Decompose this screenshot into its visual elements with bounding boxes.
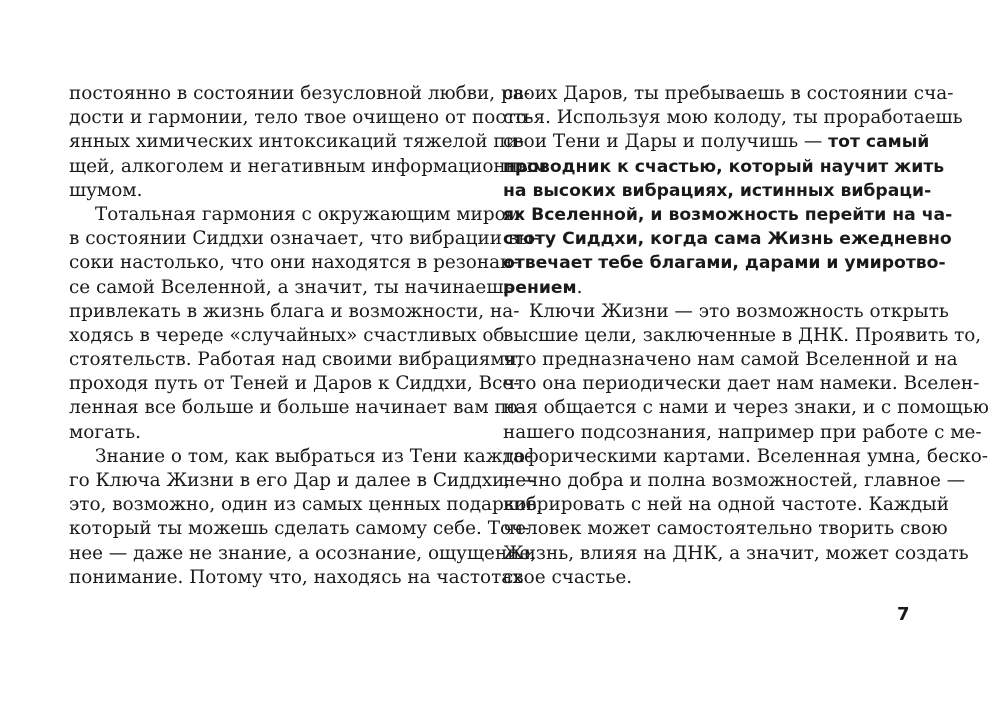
text-line: это, возможно, один из самых ценных подарков, [69, 494, 543, 516]
text-line [503, 372, 980, 396]
text-segment: ная общается с нами и через знаки, и с помощью [503, 397, 989, 419]
text-line: постоянно в состоянии безусловной любви, ра- [69, 83, 530, 104]
text-line: в состоянии Сиддхи означает, что вибрации вы- [69, 228, 540, 250]
text-line: Знание о том, как выбраться из Тени каждо- [95, 445, 532, 467]
text-line [503, 445, 989, 469]
text-segment: Жизнь, влияя на ДНК, а значит, может создать [503, 542, 969, 564]
bold-text-segment: проводник к счастью, который научит жить [503, 156, 945, 177]
text-line [503, 469, 966, 493]
bold-text-segment: отвечает тебе благами, дарами и умиротво- [503, 253, 946, 274]
text-line [503, 130, 930, 154]
text-line: нее — даже не знание, а осознание, ощущение, [69, 542, 537, 564]
bold-text-segment: рением [503, 277, 577, 298]
text-line: проходя путь от Теней и Даров к Сиддхи, Все- [69, 373, 520, 395]
text-segment: высшие цели, заключенные в ДНК. Проявить то, [503, 324, 982, 346]
bold-text-segment: ях Вселенной, и возможность перейти на ча- [503, 204, 953, 225]
text-segment: стья. Используя мою колоду, ты проработаешь [503, 107, 963, 129]
text-line: соки настолько, что они находятся в резонан- [69, 252, 519, 274]
text-line: щей, алкоголем и негативным информационным [69, 155, 547, 177]
text-line: могать. [69, 421, 142, 443]
right-column [503, 82, 989, 590]
page-number: 7 [897, 604, 910, 625]
bold-text-segment: стоту Сиддхи, когда сама Жизнь ежедневно [503, 229, 952, 250]
text-segment: нашего подсознания, например при работе с ме- [503, 421, 982, 443]
text-line [503, 517, 948, 541]
text-line [503, 82, 954, 106]
text-line [503, 227, 952, 251]
text-line: го Ключа Жизни в его Дар и далее в Сиддхи, — [69, 470, 535, 491]
text-line: привлекать в жизнь блага и возможности, на- [69, 300, 520, 322]
text-line: понимание. Потому что, находясь на частотах [69, 566, 523, 588]
text-segment: нечно добра и полна возможностей, главное — [503, 470, 966, 491]
text-line [503, 324, 982, 348]
text-segment: вибрировать с ней на одной частоте. Каждый [503, 494, 949, 516]
text-line: янных химических интоксикаций тяжелой пи- [69, 131, 525, 153]
text-line: се самой Вселенной, а значит, ты начинаешь [69, 276, 514, 298]
text-segment: свое счастье. [503, 566, 633, 588]
text-line [503, 251, 946, 275]
text-line [503, 542, 969, 566]
text-segment: что предназначено нам самой Вселенной и на [503, 349, 958, 371]
text-line: который ты можешь сделать самому себе. Точ- [69, 518, 530, 540]
text-segment: Ключи Жизни — это возможность открыть [529, 300, 949, 322]
text-line: стоятельств. Работая над своими вибрациями, [69, 349, 523, 371]
text-line [503, 348, 958, 372]
text-line [503, 106, 963, 130]
text-line [503, 179, 932, 203]
text-segment: свои Тени и Дары и получишь — [503, 131, 829, 153]
text-line [503, 300, 949, 324]
text-line [503, 396, 989, 420]
bold-text-segment: тот самый [828, 132, 930, 153]
text-segment: тафорическими картами. Вселенная умна, беско- [503, 445, 989, 467]
text-segment: человек может самостоятельно творить свою [503, 518, 948, 540]
text-line [503, 155, 945, 179]
text-line: дости и гармонии, тело твое очищено от посто- [69, 107, 534, 129]
text-line [503, 203, 953, 227]
text-segment: что она периодически дает нам намеки. Вселен- [503, 373, 980, 395]
text-line [503, 421, 982, 445]
text-line: шумом. [69, 179, 143, 201]
text-line [503, 493, 949, 517]
text-line: ленная все больше и больше начинает вам по- [69, 397, 525, 419]
text-line [503, 566, 920, 590]
bold-text-segment: на высоких вибрациях, истинных вибраци- [503, 180, 932, 201]
text-line [503, 276, 920, 300]
text-segment: своих Даров, ты пребываешь в состоянии сча- [503, 83, 954, 104]
text-line: Тотальная гармония с окружающим миром [95, 203, 520, 225]
text-segment: . [576, 276, 583, 298]
text-line: ходясь в череде «случайных» счастливых об- [69, 324, 511, 346]
